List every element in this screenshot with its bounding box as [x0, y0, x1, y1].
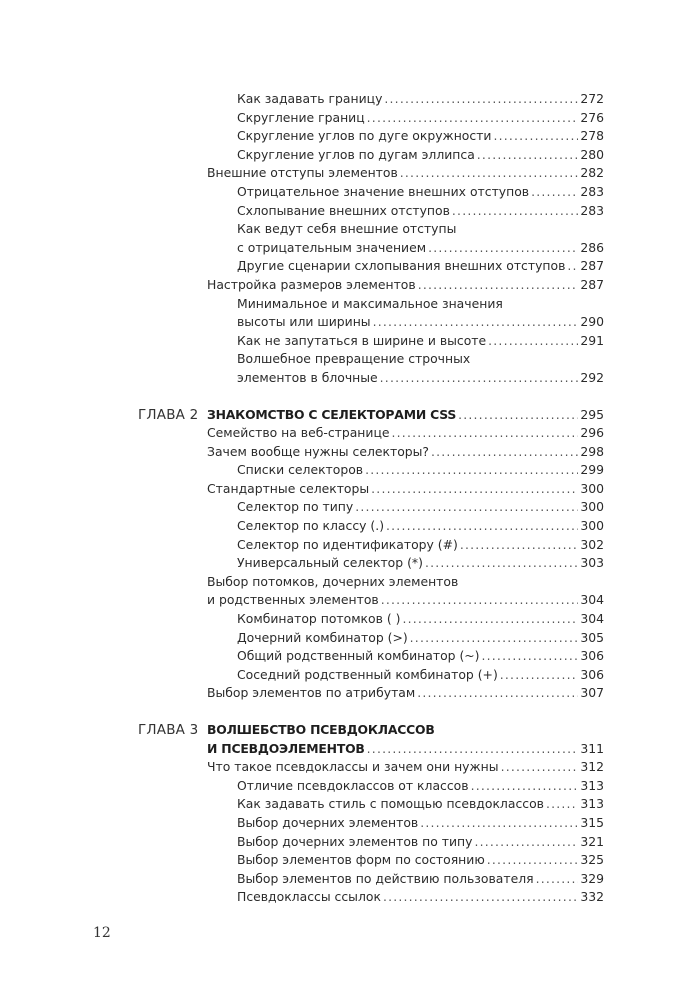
entry-page-number: 321 [578, 833, 604, 852]
entry-page-number: 292 [578, 369, 604, 388]
table-of-contents [0, 90, 681, 907]
entry-title: Как не запутаться в ширине и высоте [237, 332, 488, 351]
dot-leader [384, 90, 578, 109]
entry-title: Скругление углов по дугам эллипса [237, 146, 477, 165]
entry-title: Дочерний комбинатор (>) [237, 629, 410, 648]
toc-row [0, 183, 681, 202]
dot-leader [418, 276, 579, 295]
entry-page-number: 329 [578, 870, 604, 889]
dot-leader [428, 239, 578, 258]
toc-row [0, 239, 681, 258]
toc-row [0, 740, 681, 759]
toc-entry [237, 795, 604, 814]
toc-entry [237, 350, 604, 369]
entry-page-number: 313 [578, 795, 604, 814]
chapter-label: ГЛАВА 3 [138, 722, 199, 738]
toc-row [0, 369, 681, 388]
toc-row [0, 295, 681, 314]
toc-entry [237, 202, 604, 221]
toc-row [0, 629, 681, 648]
entry-page-number: 272 [578, 90, 604, 109]
toc-entry [207, 573, 604, 592]
entry-page-number: 287 [578, 276, 604, 295]
entry-title: Внешние отступы элементов [207, 164, 400, 183]
dot-leader [400, 164, 579, 183]
entry-title: Скругление границ [237, 109, 367, 128]
toc-row [0, 276, 681, 295]
entry-page-number: 295 [578, 406, 604, 425]
entry-title: Отличие псевдоклассов от классов [237, 777, 471, 796]
toc-entry [207, 276, 604, 295]
toc-entry [237, 183, 604, 202]
toc-row [0, 313, 681, 332]
entry-title: Выбор элементов по действию пользователя [237, 870, 536, 889]
entry-page-number: 287 [578, 257, 604, 276]
entry-page-number: 313 [578, 777, 604, 796]
toc-entry [237, 814, 604, 833]
dot-leader [383, 888, 578, 907]
entry-page-number: 276 [578, 109, 604, 128]
toc-row [0, 350, 681, 369]
entry-title: ЗНАКОМСТВО С СЕЛЕКТОРАМИ CSS [207, 406, 458, 425]
toc-row [0, 591, 681, 610]
entry-page-number: 304 [578, 610, 604, 629]
entry-page-number: 300 [578, 480, 604, 499]
dot-leader [371, 480, 578, 499]
entry-title: Селектор по классу (.) [237, 517, 386, 536]
entry-title: Волшебное превращение строчных [237, 350, 472, 369]
toc-entry [237, 461, 604, 480]
entry-title: с отрицательным значением [237, 239, 428, 258]
toc-entry [237, 610, 604, 629]
toc-entry [237, 257, 604, 276]
toc-entry [237, 666, 604, 685]
entry-title: Как задавать стиль с помощью псевдоклассов [237, 795, 546, 814]
toc-entry [237, 90, 604, 109]
entry-title: И ПСЕВДОЭЛЕМЕНТОВ [207, 740, 367, 759]
dot-leader [488, 332, 578, 351]
entry-title: Общий родственный комбинатор (~) [237, 647, 482, 666]
toc-entry [237, 888, 604, 907]
entry-page-number: 312 [578, 758, 604, 777]
entry-page-number: 315 [578, 814, 604, 833]
page-number: 12 [93, 925, 111, 941]
toc-entry [237, 239, 604, 258]
entry-title: ВОЛШЕБСТВО ПСЕВДОКЛАССОВ [207, 721, 437, 740]
toc-row [0, 721, 681, 740]
toc-entry [237, 870, 604, 889]
toc-entry [207, 758, 604, 777]
toc-row [0, 536, 681, 555]
entry-title: Псевдоклассы ссылок [237, 888, 383, 907]
entry-title: Списки селекторов [237, 461, 365, 480]
entry-title: Скругление углов по дуге окружности [237, 127, 493, 146]
toc-row [0, 666, 681, 685]
entry-page-number: 302 [578, 536, 604, 555]
toc-entry [237, 332, 604, 351]
toc-entry [237, 369, 604, 388]
toc-row [0, 777, 681, 796]
entry-page-number: 278 [578, 127, 604, 146]
dot-leader [431, 443, 578, 462]
dot-leader [460, 536, 578, 555]
entry-title: Выбор дочерних элементов по типу [237, 833, 474, 852]
entry-page-number: 280 [578, 146, 604, 165]
dot-leader [474, 833, 578, 852]
toc-row [0, 480, 681, 499]
toc-row [0, 164, 681, 183]
entry-page-number: 290 [578, 313, 604, 332]
dot-leader [402, 610, 578, 629]
toc-row [0, 257, 681, 276]
entry-page-number: 282 [578, 164, 604, 183]
dot-leader [487, 851, 579, 870]
toc-row [0, 573, 681, 592]
toc-entry [237, 295, 604, 314]
toc-row [0, 424, 681, 443]
entry-title: элементов в блочные [237, 369, 380, 388]
toc-row [0, 146, 681, 165]
dot-leader [482, 647, 579, 666]
entry-title: Настройка размеров элементов [207, 276, 418, 295]
toc-row [0, 127, 681, 146]
toc-row [0, 517, 681, 536]
dot-leader [420, 814, 578, 833]
toc-entry [237, 851, 604, 870]
entry-title: Другие сценарии схлопывания внешних отступов [237, 257, 567, 276]
dot-leader [477, 146, 579, 165]
toc-row [0, 406, 681, 425]
dot-leader [355, 498, 578, 517]
toc-entry [237, 517, 604, 536]
entry-title: Выбор элементов по атрибутам [207, 684, 417, 703]
entry-page-number: 332 [578, 888, 604, 907]
toc-entry [237, 554, 604, 573]
entry-title: Как задавать границу [237, 90, 384, 109]
toc-entry [237, 127, 604, 146]
entry-page-number: 283 [578, 183, 604, 202]
toc-entry [207, 424, 604, 443]
entry-page-number: 300 [578, 498, 604, 517]
entry-title: Стандартные селекторы [207, 480, 371, 499]
toc-entry [237, 146, 604, 165]
dot-leader [501, 758, 579, 777]
dot-leader [381, 591, 579, 610]
dot-leader [367, 740, 579, 759]
toc-row [0, 647, 681, 666]
toc-row [0, 332, 681, 351]
entry-title: Соседний родственный комбинатор (+) [237, 666, 500, 685]
chapter-title-entry [207, 740, 604, 759]
toc-entry [207, 591, 604, 610]
entry-page-number: 283 [578, 202, 604, 221]
dot-leader [410, 629, 579, 648]
toc-row [0, 109, 681, 128]
entry-title: Отрицательное значение внешних отступов [237, 183, 531, 202]
entry-title: Схлопывание внешних отступов [237, 202, 452, 221]
entry-title: Семейство на веб-странице [207, 424, 392, 443]
chapter-label: ГЛАВА 2 [138, 406, 199, 423]
entry-page-number: 307 [578, 684, 604, 703]
dot-leader [373, 313, 579, 332]
entry-title: Выбор потомков, дочерних элементов [207, 573, 460, 592]
dot-leader [386, 517, 578, 536]
entry-title: Комбинатор потомков ( ) [237, 610, 402, 629]
entry-page-number: 304 [578, 591, 604, 610]
toc-row [0, 758, 681, 777]
toc-entry [207, 164, 604, 183]
dot-leader [392, 424, 579, 443]
toc-entry [237, 498, 604, 517]
toc-row [0, 814, 681, 833]
toc-entry [207, 684, 604, 703]
entry-page-number: 291 [578, 332, 604, 351]
entry-page-number: 325 [578, 851, 604, 870]
entry-page-number: 298 [578, 443, 604, 462]
entry-title: Селектор по идентификатору (#) [237, 536, 460, 555]
entry-title: Как ведут себя внешние отступы [237, 220, 458, 239]
entry-page-number: 296 [578, 424, 604, 443]
entry-title: и родственных элементов [207, 591, 381, 610]
dot-leader [471, 777, 579, 796]
toc-row [0, 870, 681, 889]
toc-row [0, 610, 681, 629]
toc-entry [237, 536, 604, 555]
entry-page-number: 299 [578, 461, 604, 480]
entry-title: высоты или ширины [237, 313, 373, 332]
dot-leader [567, 257, 578, 276]
toc-row [0, 554, 681, 573]
chapter-title-entry [207, 406, 604, 425]
entry-title: Что такое псевдоклассы и зачем они нужны [207, 758, 501, 777]
dot-leader [365, 461, 578, 480]
dot-leader [425, 554, 578, 573]
entry-title: Выбор элементов форм по состоянию [237, 851, 487, 870]
dot-leader [417, 684, 578, 703]
entry-title: Минимальное и максимальное значения [237, 295, 505, 314]
chapter-title-entry [207, 721, 604, 740]
toc-row [0, 833, 681, 852]
entry-page-number: 303 [578, 554, 604, 573]
toc-row [0, 220, 681, 239]
entry-title: Селектор по типу [237, 498, 355, 517]
toc-entry [237, 833, 604, 852]
toc-entry [207, 480, 604, 499]
toc-entry [237, 220, 604, 239]
dot-leader [500, 666, 579, 685]
entry-page-number: 305 [578, 629, 604, 648]
entry-page-number: 306 [578, 647, 604, 666]
chapter-spacer [0, 388, 681, 406]
toc-row [0, 795, 681, 814]
toc-row [0, 888, 681, 907]
toc-row [0, 202, 681, 221]
entry-title: Выбор дочерних элементов [237, 814, 420, 833]
entry-title: Зачем вообще нужны селекторы? [207, 443, 431, 462]
toc-row [0, 498, 681, 517]
dot-leader [493, 127, 578, 146]
dot-leader [458, 406, 578, 425]
toc-entry [207, 443, 604, 462]
dot-leader [546, 795, 578, 814]
toc-entry [237, 629, 604, 648]
toc-entry [237, 109, 604, 128]
entry-page-number: 300 [578, 517, 604, 536]
toc-row [0, 684, 681, 703]
dot-leader [367, 109, 579, 128]
toc-row [0, 90, 681, 109]
toc-entry [237, 313, 604, 332]
entry-title: Универсальный селектор (*) [237, 554, 425, 573]
toc-row [0, 461, 681, 480]
toc-entry [237, 647, 604, 666]
chapter-spacer [0, 703, 681, 721]
toc-entry [237, 777, 604, 796]
entry-page-number: 311 [578, 740, 604, 759]
dot-leader [380, 369, 579, 388]
toc-row [0, 443, 681, 462]
dot-leader [536, 870, 579, 889]
entry-page-number: 306 [578, 666, 604, 685]
dot-leader [452, 202, 578, 221]
entry-page-number: 286 [578, 239, 604, 258]
dot-leader [531, 183, 578, 202]
toc-row [0, 851, 681, 870]
